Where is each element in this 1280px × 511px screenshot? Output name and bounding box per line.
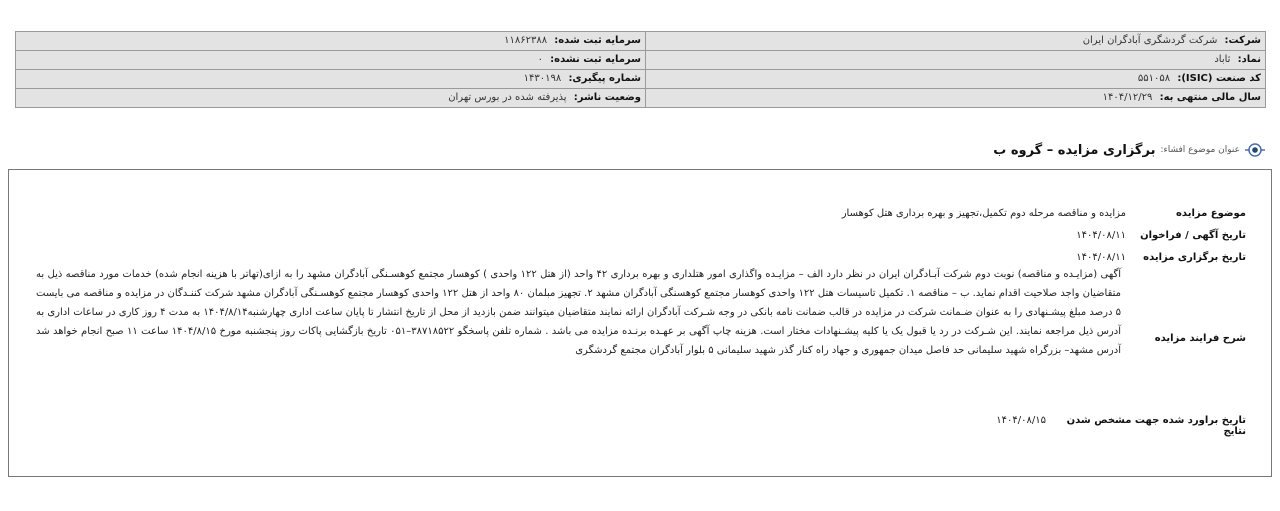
hold-date-label: تاریخ برگزاری مزایده: [1143, 252, 1246, 263]
topic-label: موضوع مزایده: [1176, 208, 1246, 219]
capital-registered-cell: [16, 32, 646, 51]
info-row: [16, 51, 1266, 70]
company-label: شرکت:: [1224, 35, 1261, 46]
result-date-value: ۱۴۰۴/۰۸/۱۵: [996, 415, 1046, 426]
publisher-status-value: پذیرفته شده در بورس تهران: [448, 92, 567, 103]
fiscal-year-label: سال مالی منتهی به:: [1159, 92, 1261, 103]
auction-details-box: [8, 169, 1272, 477]
capital-registered-value: ۱۱۸۶۲۳۸۸: [504, 35, 548, 46]
capital-unregistered-value: ۰: [537, 54, 543, 65]
isic-value: ۵۵۱۰۵۸: [1137, 73, 1171, 84]
subject-prefix: عنوان موضوع افشاء:: [1160, 145, 1240, 155]
tracking-label: شماره پیگیری:: [568, 73, 641, 84]
description-value: آگهی (مزایـده و مناقصه) نوبت دوم شرکت آبـادگران ایران در نظر دارد الف – مزایـده واگذاری امور هتلداری و بهره برداری ۴۲ واحد (از هتل ۱۲۲ واحدی ) کوهسار مجتمع کوهسـنگی آبادگران مشهد را به ازای(تهاتر با هزینه انجام شده) خدمات مورد مناقصه ذیل به متقاضیان واجد صلاحیت اقدام نماید. ب – مناقصه ۱. تکمیل تاسیسات هتل ۱۲۲ واحدی کوهسار مجتمع کوهسنگی آبادگران مشهد ۲. تجهیز مبلمان ۸۰ واحد از هتل ۱۲۲ واحدی کوهسار مجتمع کوهسـنگی آبادگران مشهد شرکت کننـدگان در مزایده و مناقصه می بایست ۵ درصد مبلغ پیشـنهادی را به عنوان ضـمانت شرکت در مزایده در قالب ضمانت نامه بانکی در وجه شـرکت آبادگران ارائه نمایند متقاضیان میتوانند ضمن بازدید از محل از تاریخ انتشار تا پایان ساعت اداری چهارشنبه۱۴۰۴/۸/۱۴ به مدت ۴ روز کاری در ساعات اداری به آدرس ذیل مراجعه نمایند. این شـرکت در رد یا قبول یک یا کلیه پیشـنهادات مختار است. هزینه چاپ آگهی بر عهـده برنـده مزایده می باشد . شماره تلفن پاسخگو ۳۸۷۱۸۵۲۲–۰۵۱ تاریخ بازگشایی پاکات روز پنجشنبه مورخ ۱۴۰۴/۸/۱۵ ساعت ۱۱ صبح انجام خواهد شد آدرس مشهد– بزرگراه شهید سلیمانی حد فاصل میدان جمهوری و جهاد راه کنار گذر شهید سلیمانی ۵ بلوار آبادگران مجتمع گردشگری: [36, 269, 1121, 356]
announce-date-label: تاریخ آگهی / فراخوان: [1140, 230, 1246, 241]
info-row: [16, 70, 1266, 89]
tracking-cell: [16, 70, 646, 89]
capital-unregistered-cell: [16, 51, 646, 70]
symbol-label: نماد:: [1237, 54, 1261, 65]
announce-date-row: [1076, 230, 1246, 241]
publisher-status-cell: [16, 89, 646, 108]
hold-date-value: ۱۴۰۴/۰۸/۱۱: [1076, 252, 1126, 263]
isic-cell: [646, 70, 1266, 89]
disclosure-subject: [993, 139, 1265, 161]
topic-row: [842, 208, 1246, 219]
topic-value: مزایده و مناقصه مرحله دوم تکمیل،تجهیز و بهره برداری هتل کوهسار: [841, 208, 1126, 219]
symbol-value: ثاباد: [1214, 54, 1231, 65]
hold-date-row: [1076, 252, 1246, 263]
result-date-label: تاریخ براورد شده جهت مشخص شدن نتایج: [1066, 415, 1246, 437]
fiscal-year-value: ۱۴۰۴/۱۲/۲۹: [1102, 92, 1153, 103]
result-date-row: [996, 415, 1246, 437]
capital-registered-label: سرمایه ثبت شده:: [554, 35, 641, 46]
info-row: [16, 32, 1266, 51]
isic-label: کد صنعت (ISIC):: [1177, 73, 1261, 84]
symbol-cell: [646, 51, 1266, 70]
publisher-status-label: وضعیت ناشر:: [573, 92, 641, 103]
fiscal-year-cell: [646, 89, 1266, 108]
company-value: شرکت گردشگری آبادگران ایران: [1082, 35, 1218, 46]
tracking-value: ۱۴۳۰۱۹۸: [523, 73, 562, 84]
subject-title: برگزاری مزایده – گروه ب: [993, 142, 1156, 158]
target-icon: [1245, 140, 1265, 160]
company-cell: [646, 32, 1266, 51]
company-info-table: [15, 31, 1266, 108]
info-row: [16, 89, 1266, 108]
description-label: شرح فرایند مزایده: [1154, 333, 1246, 344]
capital-unregistered-label: سرمایه ثبت نشده:: [550, 54, 641, 65]
announce-date-value: ۱۴۰۴/۰۸/۱۱: [1076, 230, 1126, 241]
